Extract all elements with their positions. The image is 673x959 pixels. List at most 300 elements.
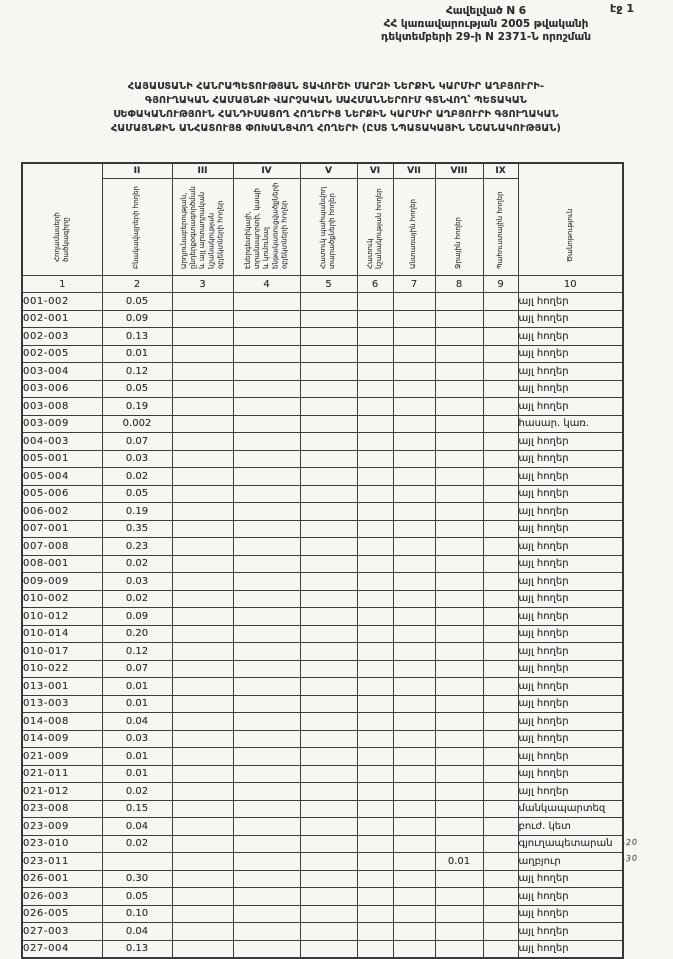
area-value-cell bbox=[172, 608, 233, 626]
area-value-cell bbox=[435, 835, 483, 853]
appendix-header bbox=[330, 5, 642, 44]
area-value-cell bbox=[172, 450, 233, 468]
area-value-cell bbox=[233, 450, 300, 468]
area-value-cell bbox=[233, 748, 300, 766]
note-cell: աղբյուր bbox=[518, 853, 623, 871]
area-value-cell bbox=[393, 468, 435, 486]
parcel-code-cell: 010-022 bbox=[22, 660, 102, 678]
area-value-cell bbox=[393, 888, 435, 906]
area-value-cell: 0.15 bbox=[102, 800, 172, 818]
area-value-cell: 0.05 bbox=[102, 485, 172, 503]
note-cell: այլ հողեր bbox=[518, 748, 623, 766]
area-value-cell bbox=[300, 853, 357, 871]
area-value-cell bbox=[172, 730, 233, 748]
area-value-cell: 0.04 bbox=[102, 818, 172, 836]
area-value-cell bbox=[393, 643, 435, 661]
area-value-cell bbox=[172, 818, 233, 836]
area-value-cell bbox=[233, 765, 300, 783]
area-value-cell bbox=[357, 923, 393, 941]
table-row bbox=[22, 538, 623, 556]
area-value-cell bbox=[483, 538, 518, 556]
table-row bbox=[22, 573, 623, 591]
area-value-cell bbox=[172, 835, 233, 853]
area-value-cell bbox=[483, 363, 518, 381]
parcel-code-cell: 003-009 bbox=[22, 415, 102, 433]
area-value-cell bbox=[435, 800, 483, 818]
table-row bbox=[22, 853, 623, 871]
table-row bbox=[22, 888, 623, 906]
parcel-code-cell: 010-017 bbox=[22, 643, 102, 661]
area-value-cell bbox=[172, 870, 233, 888]
roman-numeral-VIII: VIII bbox=[435, 163, 483, 179]
area-value-cell bbox=[233, 293, 300, 311]
area-value-cell bbox=[483, 748, 518, 766]
area-value-cell bbox=[483, 625, 518, 643]
area-value-cell bbox=[233, 398, 300, 416]
column-header-3 bbox=[172, 179, 233, 276]
parcel-code-cell: 003-004 bbox=[22, 363, 102, 381]
note-cell: այլ հողեր bbox=[518, 905, 623, 923]
area-value-cell bbox=[300, 345, 357, 363]
area-value-cell bbox=[483, 905, 518, 923]
area-value-cell bbox=[300, 555, 357, 573]
area-value-cell bbox=[435, 573, 483, 591]
area-value-cell bbox=[435, 590, 483, 608]
note-cell: հասար. կառ. bbox=[518, 415, 623, 433]
area-value-cell bbox=[435, 398, 483, 416]
parcel-code-cell: 002-005 bbox=[22, 345, 102, 363]
area-value-cell bbox=[357, 783, 393, 801]
area-value-cell: 0.01 bbox=[102, 748, 172, 766]
area-value-cell bbox=[233, 695, 300, 713]
area-value-cell bbox=[393, 328, 435, 346]
area-value-cell bbox=[435, 765, 483, 783]
table-row bbox=[22, 905, 623, 923]
area-value-cell bbox=[233, 590, 300, 608]
area-value-cell bbox=[300, 695, 357, 713]
area-value-cell bbox=[300, 888, 357, 906]
area-value-cell bbox=[435, 555, 483, 573]
area-value-cell bbox=[483, 678, 518, 696]
area-value-cell bbox=[300, 328, 357, 346]
area-value-cell bbox=[393, 293, 435, 311]
area-value-cell bbox=[300, 538, 357, 556]
table-row bbox=[22, 923, 623, 941]
column-header-5 bbox=[300, 179, 357, 276]
area-value-cell bbox=[483, 573, 518, 591]
area-value-cell bbox=[233, 415, 300, 433]
area-value-cell bbox=[435, 450, 483, 468]
column-number-8: 8 bbox=[435, 276, 483, 293]
area-value-cell bbox=[172, 555, 233, 573]
area-value-cell bbox=[172, 538, 233, 556]
table-row bbox=[22, 713, 623, 731]
handwritten-margin-mark-1: -20 bbox=[621, 837, 639, 848]
table-row bbox=[22, 415, 623, 433]
area-value-cell bbox=[300, 800, 357, 818]
parcel-code-cell: 005-006 bbox=[22, 485, 102, 503]
area-value-cell bbox=[357, 538, 393, 556]
area-value-cell bbox=[172, 345, 233, 363]
area-value-cell: 0.01 bbox=[102, 765, 172, 783]
area-value-cell bbox=[172, 520, 233, 538]
note-cell: այլ հողեր bbox=[518, 450, 623, 468]
column-header-label: Հատուկ պահպանվող տարածքների հողեր bbox=[319, 186, 337, 269]
area-value-cell bbox=[233, 503, 300, 521]
table-row bbox=[22, 485, 623, 503]
area-value-cell bbox=[483, 870, 518, 888]
appendix-line-2: ՀՀ կառավարության 2005 թվականի bbox=[383, 18, 589, 30]
area-value-cell bbox=[300, 835, 357, 853]
area-value-cell bbox=[483, 713, 518, 731]
area-value-cell bbox=[393, 713, 435, 731]
area-value-cell bbox=[393, 503, 435, 521]
note-cell: այլ հողեր bbox=[518, 783, 623, 801]
area-value-cell bbox=[483, 835, 518, 853]
parcel-code-cell: 010-002 bbox=[22, 590, 102, 608]
area-value-cell bbox=[172, 398, 233, 416]
note-cell: այլ հողեր bbox=[518, 660, 623, 678]
column-number-7: 7 bbox=[393, 276, 435, 293]
area-value-cell bbox=[233, 363, 300, 381]
area-value-cell bbox=[357, 503, 393, 521]
area-value-cell bbox=[102, 853, 172, 871]
area-value-cell bbox=[172, 940, 233, 958]
area-value-cell bbox=[233, 380, 300, 398]
area-value-cell bbox=[393, 590, 435, 608]
area-value-cell bbox=[357, 380, 393, 398]
area-value-cell bbox=[483, 398, 518, 416]
note-cell: այլ հողեր bbox=[518, 503, 623, 521]
area-value-cell bbox=[435, 870, 483, 888]
table-row bbox=[22, 555, 623, 573]
area-value-cell bbox=[483, 660, 518, 678]
area-value-cell bbox=[172, 328, 233, 346]
document-title bbox=[30, 80, 642, 136]
table-row bbox=[22, 398, 623, 416]
area-value-cell bbox=[357, 433, 393, 451]
area-value-cell bbox=[172, 695, 233, 713]
area-value-cell: 0.02 bbox=[102, 783, 172, 801]
parcel-code-cell: 013-003 bbox=[22, 695, 102, 713]
area-value-cell bbox=[483, 310, 518, 328]
area-value-cell bbox=[233, 870, 300, 888]
area-value-cell bbox=[172, 590, 233, 608]
area-value-cell bbox=[393, 363, 435, 381]
table-row bbox=[22, 450, 623, 468]
area-value-cell: 0.13 bbox=[102, 328, 172, 346]
area-value-cell bbox=[435, 660, 483, 678]
area-value-cell bbox=[357, 293, 393, 311]
area-value-cell: 0.04 bbox=[102, 713, 172, 731]
area-value-cell bbox=[172, 888, 233, 906]
area-value-cell bbox=[393, 415, 435, 433]
area-value-cell bbox=[393, 398, 435, 416]
table-row bbox=[22, 730, 623, 748]
area-value-cell bbox=[435, 293, 483, 311]
column-number-1: 1 bbox=[22, 276, 102, 293]
area-value-cell bbox=[393, 625, 435, 643]
area-value-cell bbox=[233, 608, 300, 626]
area-value-cell bbox=[357, 905, 393, 923]
area-value-cell bbox=[233, 678, 300, 696]
area-value-cell bbox=[300, 818, 357, 836]
note-cell: այլ հողեր bbox=[518, 538, 623, 556]
table-row bbox=[22, 380, 623, 398]
column-header-label: Բնակավայրերի հողեր bbox=[132, 186, 141, 269]
area-value-cell bbox=[357, 398, 393, 416]
note-cell: այլ հողեր bbox=[518, 870, 623, 888]
area-value-cell bbox=[300, 660, 357, 678]
area-value-cell bbox=[357, 555, 393, 573]
note-cell: այլ հողեր bbox=[518, 625, 623, 643]
table-row bbox=[22, 800, 623, 818]
area-value-cell bbox=[357, 625, 393, 643]
area-value-cell bbox=[435, 363, 483, 381]
table-row bbox=[22, 695, 623, 713]
area-value-cell bbox=[357, 713, 393, 731]
area-value-cell bbox=[393, 538, 435, 556]
area-value-cell bbox=[483, 853, 518, 871]
column-header-7 bbox=[393, 179, 435, 276]
note-cell: այլ հողեր bbox=[518, 328, 623, 346]
area-value-cell: 0.10 bbox=[102, 905, 172, 923]
area-value-cell bbox=[435, 818, 483, 836]
parcel-code-cell: 026-005 bbox=[22, 905, 102, 923]
note-cell: այլ հողեր bbox=[518, 345, 623, 363]
area-value-cell bbox=[233, 520, 300, 538]
area-value-cell: 0.07 bbox=[102, 433, 172, 451]
parcel-code-cell: 005-001 bbox=[22, 450, 102, 468]
area-value-cell bbox=[393, 695, 435, 713]
area-value-cell bbox=[357, 695, 393, 713]
area-value-cell bbox=[233, 310, 300, 328]
roman-numeral-III: III bbox=[172, 163, 233, 179]
area-value-cell: 0.05 bbox=[102, 888, 172, 906]
area-value-cell bbox=[483, 485, 518, 503]
area-value-cell bbox=[300, 363, 357, 381]
area-value-cell bbox=[172, 765, 233, 783]
roman-numeral-VII: VII bbox=[393, 163, 435, 179]
table-row bbox=[22, 940, 623, 958]
area-value-cell bbox=[172, 433, 233, 451]
area-value-cell bbox=[483, 818, 518, 836]
area-value-cell bbox=[233, 328, 300, 346]
roman-numeral-II: II bbox=[102, 163, 172, 179]
area-value-cell bbox=[483, 328, 518, 346]
area-value-cell bbox=[172, 678, 233, 696]
area-value-cell bbox=[393, 450, 435, 468]
parcel-code-cell: 005-004 bbox=[22, 468, 102, 486]
column-header-label: Արդյունաբերության, ընդերքօգտագործման և այլ արտադրական նշանակության օբյեկտների հողեր bbox=[179, 186, 225, 269]
area-value-cell bbox=[172, 643, 233, 661]
area-value-cell bbox=[357, 590, 393, 608]
area-value-cell bbox=[435, 905, 483, 923]
table-row bbox=[22, 608, 623, 626]
area-value-cell bbox=[435, 608, 483, 626]
note-cell: այլ հողեր bbox=[518, 678, 623, 696]
table-row bbox=[22, 870, 623, 888]
title-line-3: ՍԵՓԱԿԱՆՈՒԹՅՈՒՆ ՀԱՆԴԻՍԱՑՈՂ ՀՈՂԵՐԻՑ ՆԵՐՔԻՆ ԿԱՐՄԻՐ ԱՂԲՅՈՒՐԻ ԳՅՈՒՂԱԿԱՆ bbox=[113, 109, 559, 120]
area-value-cell bbox=[300, 678, 357, 696]
table-row bbox=[22, 328, 623, 346]
area-value-cell bbox=[435, 643, 483, 661]
area-value-cell bbox=[483, 590, 518, 608]
area-value-cell bbox=[300, 450, 357, 468]
area-value-cell bbox=[233, 835, 300, 853]
area-value-cell bbox=[357, 608, 393, 626]
table-row bbox=[22, 818, 623, 836]
area-value-cell bbox=[233, 468, 300, 486]
area-value-cell bbox=[393, 520, 435, 538]
area-value-cell bbox=[172, 800, 233, 818]
column-number-6: 6 bbox=[357, 276, 393, 293]
column-header-label: Անտառային հողեր bbox=[409, 199, 418, 269]
area-value-cell bbox=[435, 485, 483, 503]
area-value-cell bbox=[483, 293, 518, 311]
area-value-cell: 0.07 bbox=[102, 660, 172, 678]
note-cell: այլ հողեր bbox=[518, 590, 623, 608]
parcel-code-cell: 003-006 bbox=[22, 380, 102, 398]
area-value-cell bbox=[393, 608, 435, 626]
note-cell: այլ հողեր bbox=[518, 398, 623, 416]
note-cell: բուժ. կետ bbox=[518, 818, 623, 836]
title-line-2: ԳՅՈՒՂԱԿԱՆ ՀԱՄԱՅՆՔԻ ՎԱՐՉԱԿԱՆ ՍԱՀՄԱՆՆԵՐՈՒՄ ԳՏՆՎՈՂ՝ ՊԵՏԱԿԱՆ bbox=[145, 95, 527, 106]
parcel-code-cell: 021-009 bbox=[22, 748, 102, 766]
note-cell: այլ հողեր bbox=[518, 363, 623, 381]
column-number-3: 3 bbox=[172, 276, 233, 293]
area-value-cell bbox=[393, 905, 435, 923]
parcel-code-cell: 010-014 bbox=[22, 625, 102, 643]
note-cell: այլ հողեր bbox=[518, 485, 623, 503]
area-value-cell bbox=[300, 293, 357, 311]
column-header-label: Հատուկ նշանակության հողեր bbox=[365, 188, 383, 269]
header-number-row bbox=[22, 276, 623, 293]
area-value-cell bbox=[300, 485, 357, 503]
column-number-4: 4 bbox=[233, 276, 300, 293]
area-value-cell: 0.02 bbox=[102, 555, 172, 573]
table-row bbox=[22, 503, 623, 521]
column-header-2 bbox=[102, 179, 172, 276]
area-value-cell: 0.03 bbox=[102, 573, 172, 591]
area-value-cell bbox=[483, 765, 518, 783]
area-value-cell bbox=[233, 783, 300, 801]
area-value-cell bbox=[435, 380, 483, 398]
area-value-cell bbox=[393, 870, 435, 888]
area-value-cell: 0.13 bbox=[102, 940, 172, 958]
note-cell: այլ հողեր bbox=[518, 730, 623, 748]
area-value-cell bbox=[300, 940, 357, 958]
land-parcels-table bbox=[21, 162, 624, 959]
area-value-cell: 0.01 bbox=[102, 345, 172, 363]
area-value-cell bbox=[300, 783, 357, 801]
note-cell: այլ հողեր bbox=[518, 310, 623, 328]
area-value-cell bbox=[357, 328, 393, 346]
area-value-cell bbox=[300, 643, 357, 661]
area-value-cell bbox=[300, 380, 357, 398]
area-value-cell bbox=[300, 415, 357, 433]
appendix-line-1: Հավելված N 6 bbox=[445, 5, 527, 17]
parcel-code-cell: 007-001 bbox=[22, 520, 102, 538]
area-value-cell: 0.03 bbox=[102, 730, 172, 748]
note-cell: այլ հողեր bbox=[518, 643, 623, 661]
area-value-cell: 0.03 bbox=[102, 450, 172, 468]
table-row bbox=[22, 363, 623, 381]
column-number-5: 5 bbox=[300, 276, 357, 293]
area-value-cell bbox=[357, 870, 393, 888]
area-value-cell bbox=[483, 433, 518, 451]
area-value-cell bbox=[393, 730, 435, 748]
parcel-code-cell: 002-003 bbox=[22, 328, 102, 346]
area-value-cell bbox=[300, 503, 357, 521]
area-value-cell bbox=[233, 818, 300, 836]
area-value-cell bbox=[393, 573, 435, 591]
area-value-cell bbox=[435, 503, 483, 521]
area-value-cell bbox=[233, 800, 300, 818]
parcel-code-cell: 006-002 bbox=[22, 503, 102, 521]
area-value-cell bbox=[483, 643, 518, 661]
column-header-9 bbox=[483, 179, 518, 276]
area-value-cell bbox=[357, 310, 393, 328]
area-value-cell bbox=[233, 853, 300, 871]
area-value-cell: 0.12 bbox=[102, 643, 172, 661]
area-value-cell bbox=[357, 888, 393, 906]
area-value-cell bbox=[393, 345, 435, 363]
column-header-10 bbox=[518, 163, 623, 276]
area-value-cell bbox=[483, 608, 518, 626]
area-value-cell: 0.35 bbox=[102, 520, 172, 538]
area-value-cell bbox=[393, 853, 435, 871]
area-value-cell bbox=[435, 888, 483, 906]
area-value-cell: 0.01 bbox=[102, 695, 172, 713]
table-row bbox=[22, 783, 623, 801]
column-header-label: Հողամասերի ծածկագիրը bbox=[53, 211, 71, 262]
note-cell: այլ հողեր bbox=[518, 923, 623, 941]
area-value-cell bbox=[300, 923, 357, 941]
area-value-cell bbox=[393, 783, 435, 801]
table-row bbox=[22, 643, 623, 661]
area-value-cell bbox=[357, 485, 393, 503]
parcel-code-cell: 014-009 bbox=[22, 730, 102, 748]
area-value-cell bbox=[393, 818, 435, 836]
parcel-code-cell: 010-012 bbox=[22, 608, 102, 626]
area-value-cell bbox=[233, 345, 300, 363]
area-value-cell bbox=[233, 888, 300, 906]
area-value-cell bbox=[172, 293, 233, 311]
table-row bbox=[22, 345, 623, 363]
note-cell: այլ հողեր bbox=[518, 380, 623, 398]
table-header bbox=[22, 163, 623, 293]
note-cell: այլ հողեր bbox=[518, 293, 623, 311]
parcel-code-cell: 021-011 bbox=[22, 765, 102, 783]
area-value-cell bbox=[483, 380, 518, 398]
area-value-cell bbox=[233, 538, 300, 556]
column-number-9: 9 bbox=[483, 276, 518, 293]
parcel-code-cell: 007-008 bbox=[22, 538, 102, 556]
page-number-label: էջ 1 bbox=[610, 2, 634, 15]
area-value-cell bbox=[300, 573, 357, 591]
area-value-cell bbox=[393, 678, 435, 696]
area-value-cell bbox=[357, 730, 393, 748]
area-value-cell bbox=[300, 713, 357, 731]
roman-numeral-V: V bbox=[300, 163, 357, 179]
area-value-cell bbox=[435, 538, 483, 556]
area-value-cell bbox=[300, 765, 357, 783]
area-value-cell bbox=[393, 380, 435, 398]
note-cell: այլ հողեր bbox=[518, 555, 623, 573]
appendix-line-3: դեկտեմբերի 29-ի N 2371-Ն որոշման bbox=[380, 31, 592, 43]
parcel-code-cell: 008-001 bbox=[22, 555, 102, 573]
